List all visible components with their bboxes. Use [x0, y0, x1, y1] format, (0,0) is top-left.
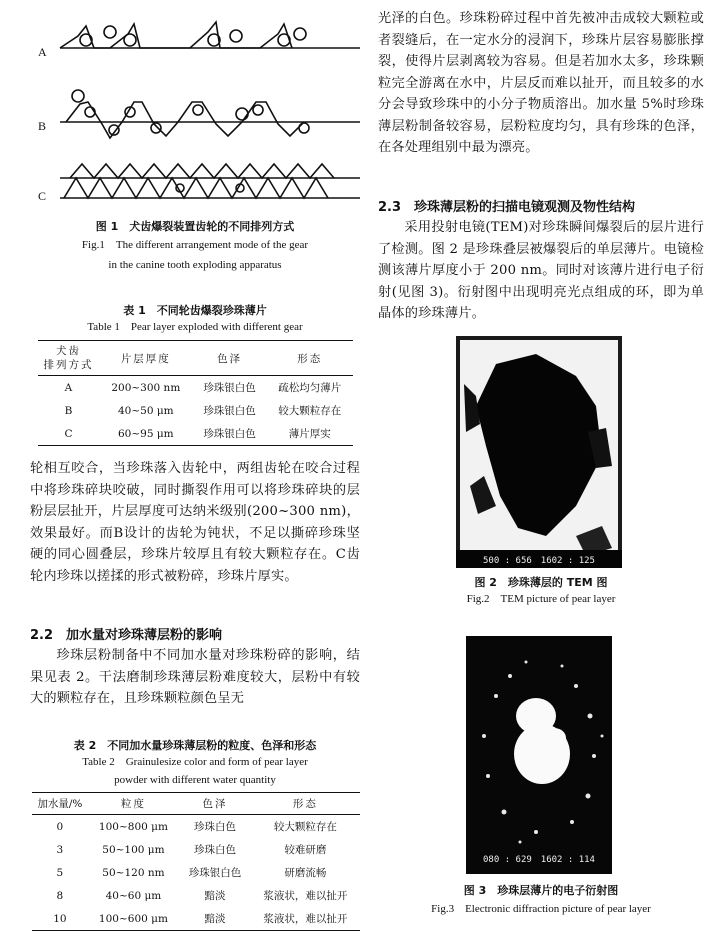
table2-header-size: 粒度: [120, 798, 146, 810]
table2: [32, 792, 360, 931]
row-label-b: B: [38, 119, 47, 133]
table-cell: 200~300 nm: [111, 381, 181, 394]
table-cell: 珍珠银白色: [203, 382, 256, 394]
table1: [38, 340, 353, 446]
table-cell: 珍珠银白色: [188, 867, 242, 879]
table-cell: 黯淡: [204, 913, 226, 925]
figure2-caption-en: Fig.2 TEM picture of pear layer: [466, 593, 616, 605]
figure2-micrograph-label: 500 : 656 1602 : 125: [483, 556, 595, 566]
body-paragraph: 光泽的白色。珍珠粉碎过程中首先被冲击成较大颗粒或者裂缝后，在一定水分的浸润下，珍珠片层容易膨胀撑裂，使得片层剥离较为容易。但是若加水太多，珍珠颗粒完全游离在水中，片层反而难以扯开，而且较多的水分会导致珍珠中的小分子物质溶出。加水量 5%时珍珠薄层粉制备较容易，层粉粒度均匀，具有珍珠的色泽，在各处理组别中最为漂亮。: [378, 11, 704, 155]
section-heading-2-2: 2.2 加水量对珍珠薄层粉的影响: [30, 628, 223, 643]
table2-title-cn: 表 2 不同加水量珍珠薄层粉的粒度、色泽和形态: [73, 739, 317, 752]
table-cell: 3: [56, 843, 64, 856]
figure3-caption-cn: 图 3 珍珠层薄片的电子衍射图: [463, 884, 619, 897]
table-cell: 较大颗粒存在: [273, 821, 337, 833]
table1-header-color: 色泽: [217, 352, 243, 365]
table-cell: 100~800 μm: [98, 820, 168, 833]
table-row: [32, 907, 360, 931]
figure2-caption-cn: 图 2 珍珠薄层的 TEM 图: [474, 576, 608, 589]
table1-title-cn: 表 1 不同轮齿爆裂珍珠薄片: [123, 304, 267, 317]
body-paragraph: 轮相互咬合，当珍珠落入齿轮中，两组齿轮在咬合过程中将珍珠碎块咬破，同时撕裂作用可以将珍珠碎块的层粉层层扯开，片层厚度可达纳米级别(200~300 nm)，效果最好。而B设计的齿轮为钝状，不足以撕碎珍珠坚硬的同心圆叠层，珍珠片较厚且有较大颗粒存在。C齿轮内珍珠以搓揉的形式被粉碎，珍珠片厚实。: [30, 461, 360, 584]
figure3-diffraction-image: [466, 636, 612, 874]
figure2-tem-image: [456, 336, 622, 568]
figure1-gear-diagram: [30, 18, 360, 213]
table-cell: 40~50 μm: [118, 404, 174, 417]
table1-header-line2: 排列方式: [43, 359, 94, 371]
body-paragraph: 采用投射电镜(TEM)对珍珠瞬间爆裂后的层片进行了检测。图 2 是珍珠叠层被爆裂后的单层薄片。电镜检测该薄片厚度小于 200 nm。同时对该薄片进行电子衍射(见图 3)。衍射图中出现明亮光点组成的环，即为单晶体的珍珠薄片。: [378, 220, 704, 321]
table2-title-en-1: Table 2 Grainulesize color and form of pear layer: [82, 756, 308, 768]
table2-header-form: 形态: [292, 798, 318, 810]
table-row: [32, 861, 360, 884]
table2-header-color: 色泽: [202, 798, 228, 810]
table-cell: 黯淡: [204, 890, 226, 902]
table-cell: 0: [56, 820, 64, 833]
table-cell: 100~600 μm: [98, 912, 168, 925]
table-cell: 薄片厚实: [288, 428, 331, 440]
row-label-a: A: [38, 45, 47, 59]
table-cell: 珍珠银白色: [203, 405, 256, 417]
table1-header-line1: 犬齿: [55, 345, 81, 357]
table-cell: A: [64, 381, 73, 394]
table1-header-arrangement: [38, 341, 99, 376]
table2-header-water: 加水量/%: [37, 798, 83, 810]
table-cell: 浆液状，难以扯开: [263, 890, 348, 902]
table1-title-en: Table 1 Pear layer exploded with different gear: [87, 321, 303, 333]
table1-header-form: 形态: [297, 352, 323, 365]
figure1-caption-en-2: in the canine tooth exploding apparatus: [108, 259, 282, 271]
table-cell: 5: [56, 866, 64, 879]
table-cell: 疏松均匀薄片: [278, 382, 342, 394]
figure1-caption-en-1: Fig.1 The different arrangement mode of the gear: [81, 239, 309, 251]
table-row: [32, 815, 360, 839]
table-cell: 60~95 μm: [118, 427, 174, 440]
table-cell: 研磨流畅: [284, 867, 327, 879]
table-cell: 较难研磨: [284, 844, 327, 856]
table-cell: B: [64, 404, 73, 417]
figure3-caption-en: Fig.3 Electronic diffraction picture of pear layer: [431, 903, 651, 915]
table-cell: 浆液状，难以扯开: [263, 913, 348, 925]
figure1-caption-cn: 图 1 犬齿爆裂装置齿轮的不同排列方式: [95, 220, 295, 233]
table1-header-thickness: 片层厚度: [120, 352, 171, 365]
row-label-c: C: [38, 189, 47, 203]
table-row: [32, 884, 360, 907]
figure3-micrograph-label: 080 : 629 1602 : 114: [483, 855, 595, 865]
table-cell: 珍珠白色: [193, 844, 236, 856]
table-row: [38, 376, 353, 400]
table-cell: 40~60 μm: [105, 889, 162, 902]
table-cell: C: [64, 427, 73, 440]
table-cell: 珍珠银白色: [203, 428, 256, 440]
body-paragraph: 珍珠层粉制备中不同加水量对珍珠粉碎的影响，结果见表 2。干法磨制珍珠薄层粉难度较大，层粉中有较大的颗粒存在，且珍珠颗粒颜色呈无: [30, 648, 360, 706]
table-row: [32, 838, 360, 861]
table-row: [38, 399, 353, 422]
table-cell: 8: [56, 889, 64, 902]
table-cell: 50~100 μm: [102, 843, 165, 856]
table-cell: 50~120 nm: [102, 866, 165, 879]
table-cell: 10: [53, 912, 67, 925]
table-cell: 珍珠白色: [193, 821, 236, 833]
table2-title-en-2: powder with different water quantity: [114, 774, 276, 786]
section-heading-2-3: 2.3 珍珠薄层粉的扫描电镜观测及物性结构: [378, 200, 636, 215]
table-cell: 较大颗粒存在: [278, 405, 342, 417]
table-row: [38, 422, 353, 446]
